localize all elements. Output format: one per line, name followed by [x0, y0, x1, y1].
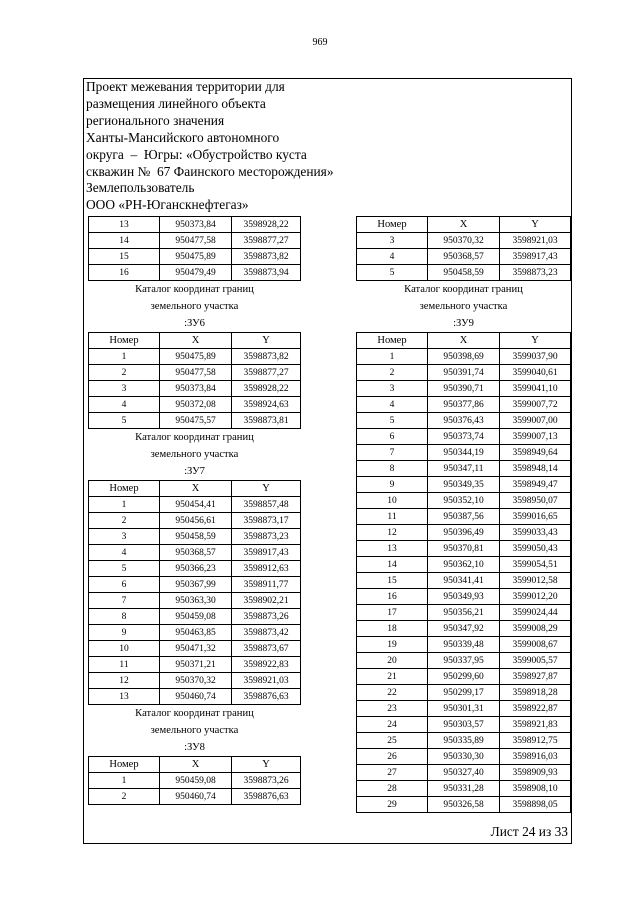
table-cell: 950367,99 — [160, 577, 232, 593]
table-cell: 10 — [357, 493, 428, 509]
table-cell: 27 — [357, 765, 428, 781]
table-row — [357, 557, 571, 573]
table-cell: Номер — [89, 481, 160, 497]
table-cell: 3598921,03 — [232, 673, 301, 689]
table-row — [357, 365, 571, 381]
table-cell: 3598922,87 — [500, 701, 571, 717]
table-cell: 950460,74 — [160, 689, 232, 705]
table-cell: 950341,41 — [428, 573, 500, 589]
table-row — [89, 249, 301, 265]
table-cell: 950459,08 — [160, 609, 232, 625]
table-row — [357, 233, 571, 249]
table-cell: 2 — [357, 365, 428, 381]
table-cell: 3598876,63 — [232, 689, 301, 705]
table-row — [357, 249, 571, 265]
table-cell: 3599040,61 — [500, 365, 571, 381]
catalog-caption-zu7 — [88, 429, 301, 480]
caption-line: земельного участка — [150, 301, 239, 312]
table-cell: 950475,57 — [160, 413, 232, 429]
table-cell: 950301,31 — [428, 701, 500, 717]
table-cell: 3598922,83 — [232, 657, 301, 673]
table-cell: 5 — [89, 561, 160, 577]
table-cell: 3598928,22 — [232, 217, 301, 233]
table-cell: 6 — [357, 429, 428, 445]
table-cell: 13 — [357, 541, 428, 557]
header-line: Землепользователь — [86, 180, 195, 196]
table-cell: 15 — [89, 249, 160, 265]
table-cell: 25 — [357, 733, 428, 749]
caption-line: Каталог координат границ — [135, 432, 254, 443]
table-row — [357, 349, 571, 365]
table-row — [89, 265, 301, 281]
table-header-row — [89, 333, 301, 349]
table-cell: 3598927,87 — [500, 669, 571, 685]
table-cell: 3599037,90 — [500, 349, 571, 365]
table-cell: 3598873,67 — [232, 641, 301, 657]
table-row — [357, 265, 571, 281]
table-cell: 3598949,47 — [500, 477, 571, 493]
table-cell: 3598873,26 — [232, 773, 301, 789]
table-header-row — [357, 217, 571, 233]
table-cell: 3599008,67 — [500, 637, 571, 653]
table-cell: 950326,58 — [428, 797, 500, 813]
table-cell: 950344,19 — [428, 445, 500, 461]
table-cell: 5 — [89, 413, 160, 429]
coord-table-continued — [356, 216, 571, 281]
table-cell: 950368,57 — [428, 249, 500, 265]
table-cell: 950330,30 — [428, 749, 500, 765]
table-cell: 1 — [357, 349, 428, 365]
table-cell: 950390,71 — [428, 381, 500, 397]
table-row — [89, 217, 301, 233]
table-cell: 1 — [89, 349, 160, 365]
table-cell: 3598911,77 — [232, 577, 301, 593]
parcel-id: :ЗУ7 — [184, 466, 205, 477]
table-cell: 950456,61 — [160, 513, 232, 529]
table-cell: 7 — [89, 593, 160, 609]
table-cell: 29 — [357, 797, 428, 813]
table-cell: 3598873,82 — [232, 249, 301, 265]
table-cell: 16 — [89, 265, 160, 281]
table-cell: 11 — [89, 657, 160, 673]
table-cell: Y — [232, 481, 301, 497]
table-cell: 950458,59 — [428, 265, 500, 281]
table-cell: 3598873,81 — [232, 413, 301, 429]
table-row — [357, 781, 571, 797]
table-cell: 21 — [357, 669, 428, 685]
header-line: скважин № 67 Фаинского месторождения» — [86, 163, 334, 179]
table-cell: 950458,59 — [160, 529, 232, 545]
table-row — [357, 701, 571, 717]
table-cell: 13 — [89, 689, 160, 705]
table-cell: 3599050,43 — [500, 541, 571, 557]
table-cell: 3599007,72 — [500, 397, 571, 413]
table-row — [357, 477, 571, 493]
table-cell: 4 — [89, 397, 160, 413]
table-row — [89, 381, 301, 397]
table-row — [357, 669, 571, 685]
caption-line: Каталог координат границ — [404, 284, 523, 295]
table-cell: 3598924,63 — [232, 397, 301, 413]
table-cell: X — [428, 217, 500, 233]
table-cell: 4 — [357, 249, 428, 265]
table-cell: 11 — [357, 509, 428, 525]
coord-table-zu9 — [356, 332, 571, 813]
table-cell: 28 — [357, 781, 428, 797]
left-column — [88, 216, 301, 805]
table-cell: 950477,58 — [160, 233, 232, 249]
table-cell: 1 — [89, 773, 160, 789]
table-row — [357, 605, 571, 621]
table-cell: 950373,84 — [160, 217, 232, 233]
table-cell: 950356,21 — [428, 605, 500, 621]
table-cell: 3 — [89, 529, 160, 545]
table-cell: 3598873,94 — [232, 265, 301, 281]
table-cell: 950339,48 — [428, 637, 500, 653]
table-cell: 3599012,58 — [500, 573, 571, 589]
table-cell: Номер — [357, 217, 428, 233]
table-cell: 950337,95 — [428, 653, 500, 669]
table-header-row — [357, 333, 571, 349]
table-cell: 3599041,10 — [500, 381, 571, 397]
table-cell: 3598948,14 — [500, 461, 571, 477]
table-cell: 20 — [357, 653, 428, 669]
table-row — [89, 625, 301, 641]
table-row — [89, 413, 301, 429]
table-cell: 12 — [89, 673, 160, 689]
table-cell: 950299,60 — [428, 669, 500, 685]
table-row — [357, 413, 571, 429]
table-cell: X — [160, 757, 232, 773]
table-cell: 2 — [89, 513, 160, 529]
table-cell: Номер — [89, 757, 160, 773]
table-row — [89, 497, 301, 513]
coord-table-continued — [88, 216, 301, 281]
table-row — [89, 641, 301, 657]
table-row — [357, 429, 571, 445]
catalog-caption-zu9 — [356, 281, 571, 332]
table-cell: 3598950,07 — [500, 493, 571, 509]
table-cell: 7 — [357, 445, 428, 461]
table-cell: 950370,32 — [428, 233, 500, 249]
table-cell: 4 — [89, 545, 160, 561]
caption-line: земельного участка — [150, 725, 239, 736]
table-cell: Y — [232, 333, 301, 349]
table-cell: 3598876,63 — [232, 789, 301, 805]
table-row — [89, 397, 301, 413]
table-row — [89, 233, 301, 249]
table-cell: 9 — [89, 625, 160, 641]
table-cell: 950398,69 — [428, 349, 500, 365]
table-cell: 3599033,43 — [500, 525, 571, 541]
table-row — [89, 529, 301, 545]
table-cell: 950460,74 — [160, 789, 232, 805]
table-row — [89, 789, 301, 805]
table-cell: 950477,58 — [160, 365, 232, 381]
table-row — [357, 381, 571, 397]
table-cell: 3598916,03 — [500, 749, 571, 765]
table-cell: Номер — [89, 333, 160, 349]
table-cell: 950459,08 — [160, 773, 232, 789]
table-cell: 950377,86 — [428, 397, 500, 413]
table-row — [89, 561, 301, 577]
table-cell: 1 — [89, 497, 160, 513]
table-cell: 5 — [357, 265, 428, 281]
table-cell: 950347,11 — [428, 461, 500, 477]
table-cell: 8 — [357, 461, 428, 477]
table-cell: 950349,35 — [428, 477, 500, 493]
table-cell: 950475,89 — [160, 349, 232, 365]
table-row — [357, 461, 571, 477]
table-cell: 3599054,51 — [500, 557, 571, 573]
table-cell: 3 — [357, 381, 428, 397]
table-cell: 950352,10 — [428, 493, 500, 509]
table-header-row — [89, 481, 301, 497]
caption-line: земельного участка — [150, 449, 239, 460]
table-cell: 3598928,22 — [232, 381, 301, 397]
table-row — [89, 545, 301, 561]
sheet-footer: Лист 24 из 33 — [490, 824, 568, 839]
right-column — [356, 216, 571, 813]
table-row — [357, 749, 571, 765]
table-cell: 950454,41 — [160, 497, 232, 513]
table-cell: 15 — [357, 573, 428, 589]
table-cell: X — [160, 333, 232, 349]
table-cell: X — [428, 333, 500, 349]
table-row — [357, 397, 571, 413]
table-cell: 3599024,44 — [500, 605, 571, 621]
table-row — [89, 349, 301, 365]
table-cell: 3599016,65 — [500, 509, 571, 525]
table-header-row — [89, 757, 301, 773]
table-row — [89, 609, 301, 625]
table-row — [357, 541, 571, 557]
table-row — [89, 577, 301, 593]
table-cell: X — [160, 481, 232, 497]
table-cell: 3599005,57 — [500, 653, 571, 669]
table-cell: 13 — [89, 217, 160, 233]
table-cell: 23 — [357, 701, 428, 717]
table-row — [89, 365, 301, 381]
header-line: регионального значения — [86, 112, 225, 128]
table-cell: 3598873,82 — [232, 349, 301, 365]
table-cell: 3598877,27 — [232, 365, 301, 381]
coord-table-zu7 — [88, 480, 301, 705]
table-cell: 950303,57 — [428, 717, 500, 733]
table-cell: 3598873,26 — [232, 609, 301, 625]
table-cell: 950368,57 — [160, 545, 232, 561]
header-line: Ханты-Мансийского автономного — [86, 129, 280, 145]
table-cell: 950299,17 — [428, 685, 500, 701]
table-cell: 3599008,29 — [500, 621, 571, 637]
table-cell: 3598908,10 — [500, 781, 571, 797]
table-cell: Номер — [357, 333, 428, 349]
table-row — [357, 765, 571, 781]
table-row — [357, 445, 571, 461]
page-number: 969 — [312, 37, 328, 48]
table-cell: 3598873,23 — [232, 529, 301, 545]
table-cell: 950471,32 — [160, 641, 232, 657]
table-cell: 3598921,83 — [500, 717, 571, 733]
table-cell: 2 — [89, 789, 160, 805]
table-row — [357, 589, 571, 605]
table-cell: 2 — [89, 365, 160, 381]
caption-line: Каталог координат границ — [135, 284, 254, 295]
table-cell: 3598917,43 — [232, 545, 301, 561]
table-cell: 3598898,05 — [500, 797, 571, 813]
table-row — [357, 637, 571, 653]
parcel-id: :ЗУ8 — [184, 742, 205, 753]
table-row — [357, 493, 571, 509]
table-cell: Y — [500, 217, 571, 233]
table-cell: 950463,85 — [160, 625, 232, 641]
table-row — [357, 653, 571, 669]
table-cell: 950366,23 — [160, 561, 232, 577]
table-cell: 950370,81 — [428, 541, 500, 557]
catalog-caption-zu8 — [88, 705, 301, 756]
caption-line: Каталог координат границ — [135, 708, 254, 719]
table-cell: 950370,32 — [160, 673, 232, 689]
table-cell: 5 — [357, 413, 428, 429]
table-cell: 950391,74 — [428, 365, 500, 381]
table-cell: 4 — [357, 397, 428, 413]
table-cell: 17 — [357, 605, 428, 621]
header-line: размещения линейного объекта — [86, 95, 266, 111]
table-cell: 9 — [357, 477, 428, 493]
table-cell: 3 — [357, 233, 428, 249]
table-cell: 3598873,23 — [500, 265, 571, 281]
table-cell: 18 — [357, 621, 428, 637]
catalog-caption-zu6 — [88, 281, 301, 332]
table-cell: 3 — [89, 381, 160, 397]
table-row — [89, 673, 301, 689]
table-cell: 950331,28 — [428, 781, 500, 797]
table-row — [357, 509, 571, 525]
table-row — [357, 717, 571, 733]
table-cell: 3598912,75 — [500, 733, 571, 749]
table-cell: 950479,49 — [160, 265, 232, 281]
table-cell: 3598912,63 — [232, 561, 301, 577]
table-cell: 16 — [357, 589, 428, 605]
table-cell: Y — [232, 757, 301, 773]
table-cell: 950376,43 — [428, 413, 500, 429]
table-cell: 3598873,42 — [232, 625, 301, 641]
table-cell: 950387,56 — [428, 509, 500, 525]
coord-table-zu8 — [88, 756, 301, 805]
table-cell: 3599007,13 — [500, 429, 571, 445]
table-row — [89, 689, 301, 705]
table-cell: 3599007,00 — [500, 413, 571, 429]
table-cell: 14 — [357, 557, 428, 573]
table-cell: 6 — [89, 577, 160, 593]
table-row — [89, 513, 301, 529]
table-cell: 8 — [89, 609, 160, 625]
table-cell: 3598921,03 — [500, 233, 571, 249]
table-cell: 950396,49 — [428, 525, 500, 541]
table-cell: 950475,89 — [160, 249, 232, 265]
table-cell: 24 — [357, 717, 428, 733]
table-cell: 950373,84 — [160, 381, 232, 397]
table-row — [89, 657, 301, 673]
document-frame — [83, 78, 572, 844]
table-row — [357, 685, 571, 701]
table-cell: 950372,08 — [160, 397, 232, 413]
table-row — [89, 773, 301, 789]
table-cell: 3598877,27 — [232, 233, 301, 249]
table-cell: 19 — [357, 637, 428, 653]
header-line: Проект межевания территории для — [86, 79, 285, 94]
table-row — [357, 797, 571, 813]
table-cell: 950347,92 — [428, 621, 500, 637]
table-cell: Y — [500, 333, 571, 349]
table-row — [89, 593, 301, 609]
table-cell: 3598918,28 — [500, 685, 571, 701]
header-line: округа – Югры: «Обустройство куста — [86, 146, 307, 162]
parcel-id: :ЗУ6 — [184, 318, 205, 329]
table-cell: 12 — [357, 525, 428, 541]
coord-table-zu6 — [88, 332, 301, 429]
table-cell: 950373,74 — [428, 429, 500, 445]
parcel-id: :ЗУ9 — [453, 318, 474, 329]
header-line: ООО «РН-Юганскнефтегаз» — [86, 197, 249, 213]
table-cell: 3599012,20 — [500, 589, 571, 605]
table-cell: 950349,93 — [428, 589, 500, 605]
table-cell: 950363,30 — [160, 593, 232, 609]
table-cell: 10 — [89, 641, 160, 657]
table-row — [357, 733, 571, 749]
caption-line: земельного участка — [419, 301, 508, 312]
table-cell: 3598902,21 — [232, 593, 301, 609]
table-row — [357, 525, 571, 541]
table-cell: 3598857,48 — [232, 497, 301, 513]
project-header — [86, 79, 334, 214]
table-cell: 950371,21 — [160, 657, 232, 673]
table-cell: 14 — [89, 233, 160, 249]
table-cell: 950362,10 — [428, 557, 500, 573]
table-cell: 26 — [357, 749, 428, 765]
table-cell: 950335,89 — [428, 733, 500, 749]
table-cell: 3598917,43 — [500, 249, 571, 265]
table-row — [357, 573, 571, 589]
table-cell: 950327,40 — [428, 765, 500, 781]
table-cell: 22 — [357, 685, 428, 701]
table-cell: 3598949,64 — [500, 445, 571, 461]
table-cell: 3598873,17 — [232, 513, 301, 529]
table-cell: 3598909,93 — [500, 765, 571, 781]
table-row — [357, 621, 571, 637]
